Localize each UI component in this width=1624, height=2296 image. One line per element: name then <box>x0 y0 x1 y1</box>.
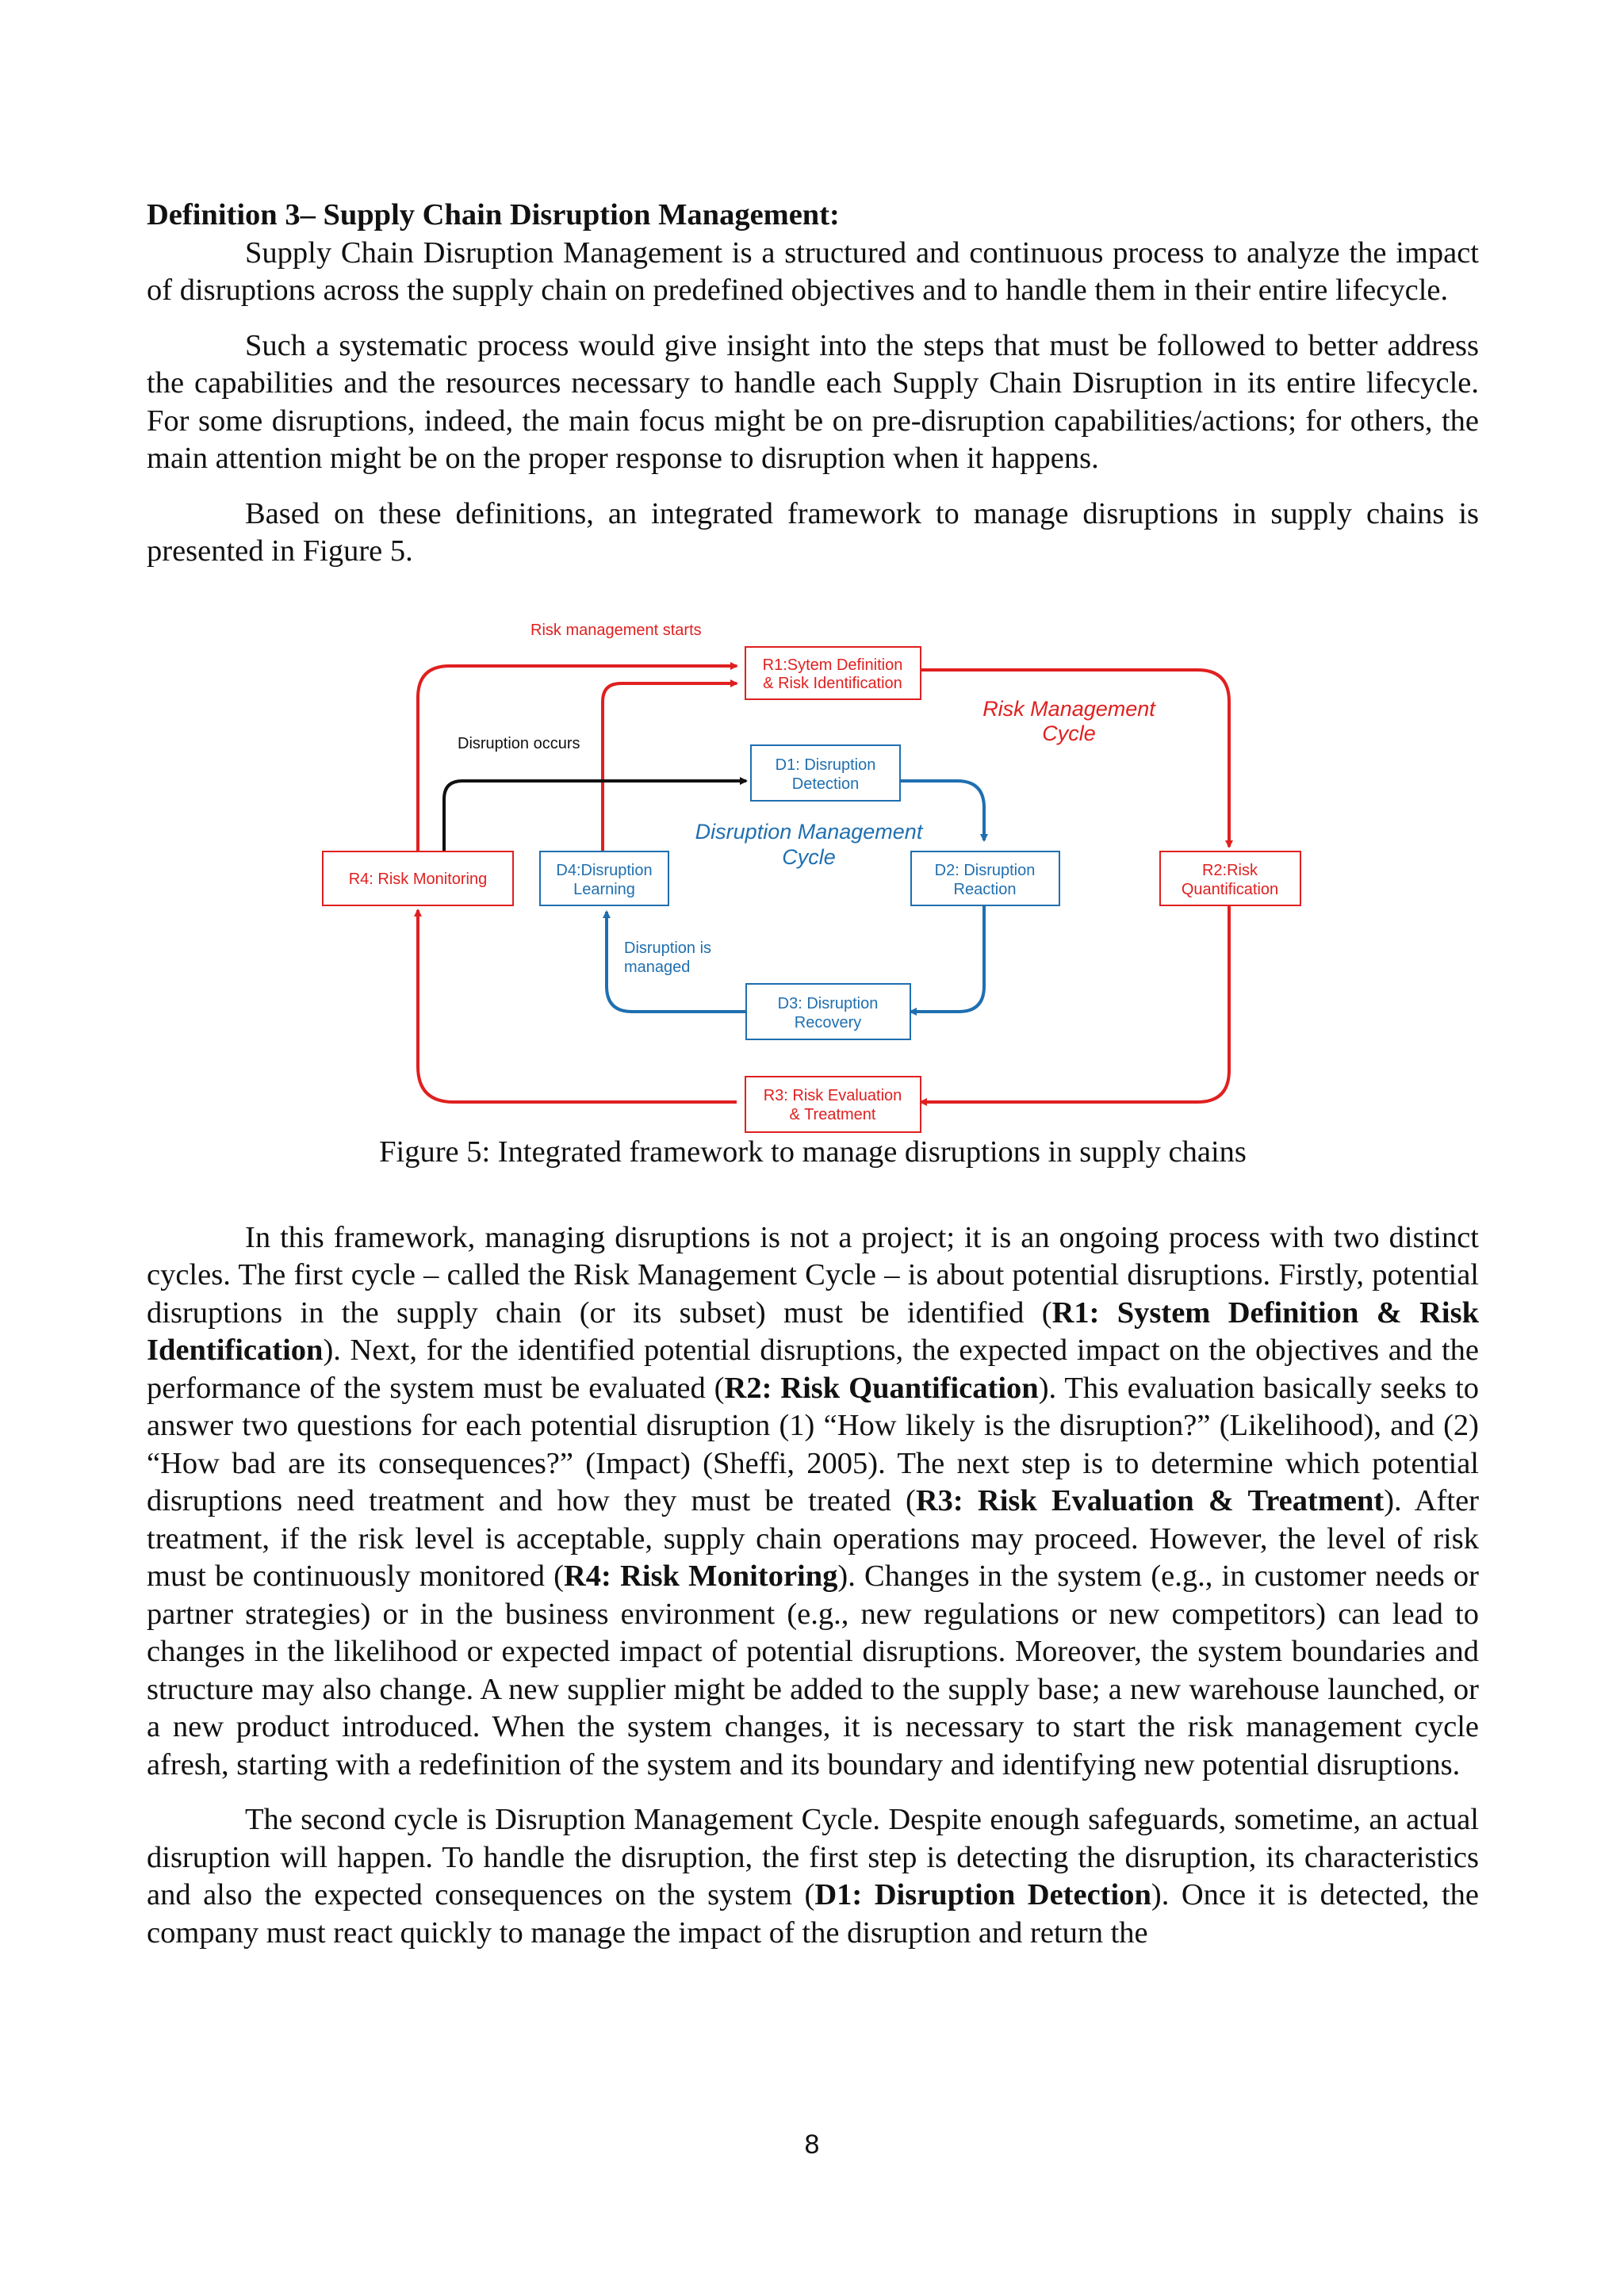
term-r3: R3: Risk Evaluation & Treatment <box>915 1484 1385 1517</box>
paragraph-4: The second cycle is Disruption Management Cycle. Despite enough safeguards, sometime, an actual disruption will happen. To handle the disruption, the first step is detecting the disruption, its characteristics and also the expected consequences on the system (D1: Disruption Detection). Once it is detected, the company must react quickly to manage the impact of the disruption and return the <box>147 1803 1479 1950</box>
box-d2-line1: D2: Disruption <box>934 861 1036 879</box>
box-r4-line1: R4: Risk Monitoring <box>348 870 488 888</box>
figure-5-diagram <box>147 618 1479 1189</box>
disruption-cycle-title-line2: Cycle <box>782 844 836 869</box>
term-r2: R2: Risk Quantification <box>724 1371 1039 1405</box>
label-disruption-occurs: Disruption occurs <box>458 734 580 752</box>
box-d1-line2: Detection <box>791 775 860 793</box>
arrow-r4-to-r1 <box>418 666 737 874</box>
term-r4: R4: Risk Monitoring <box>564 1559 838 1593</box>
definition-title: Definition 3– Supply Chain Disruption Management: <box>147 198 840 232</box>
box-d1-line1: D1: Disruption <box>775 756 876 774</box>
box-d4-line2: Learning <box>573 880 635 898</box>
risk-cycle-title-line2: Cycle <box>1042 721 1096 745</box>
box-r2 <box>1160 851 1300 905</box>
term-d1: D1: Disruption Detection <box>814 1878 1151 1911</box>
box-r3-line1: R3: Risk Evaluation <box>763 1086 902 1104</box>
definition-text: Supply Chain Disruption Management is a structured and continuous process to analyze the impact of disruptions across the supply chain on predefined objectives and to handle them in their entire lifecycle. <box>147 235 1479 307</box>
figure-caption: Figure 5: Integrated framework to manage disruptions in supply chains <box>379 1135 1247 1169</box>
arrow-r2-to-r3 <box>921 905 1229 1102</box>
box-d4 <box>540 851 668 905</box>
arrow-d2-to-d3 <box>910 905 984 1012</box>
box-r4 <box>323 851 513 905</box>
label-disruption-managed-line2: managed <box>624 958 691 976</box>
box-d3 <box>746 984 910 1039</box>
box-d3-line1: D3: Disruption <box>777 994 879 1012</box>
box-r1 <box>745 647 921 699</box>
disruption-cycle-title-line1: Disruption Management <box>695 819 923 844</box>
box-r3-line2: & Treatment <box>789 1105 876 1123</box>
term-r1: R1: System Definition & Risk Identification <box>147 1295 1479 1367</box>
box-r2-line2: Quantification <box>1181 880 1279 898</box>
box-d4-line1: D4:Disruption <box>556 861 653 879</box>
risk-cycle-title-line1: Risk Management <box>982 696 1155 721</box>
box-d3-line2: Recovery <box>794 1013 862 1031</box>
label-disruption-managed-line1: Disruption is <box>624 939 712 957</box>
box-d1 <box>751 745 900 801</box>
box-r1-line1: R1:Sytem Definition <box>762 656 903 674</box>
box-r3 <box>745 1077 921 1132</box>
document-page <box>147 197 1479 1952</box>
paragraph-3: In this framework, managing disruptions is not a project; it is an ongoing process with two distinct cycles. The first cycle – called the Risk Management Cycle – is about potential disruptions. Firstly, potential disruptions in the supply chain (or its subset) must be identified (R1: System Definition & Risk Identification). Next, for the identified potential disruptions, the expected impact on the objectives and the performance of the system must be evaluated (R2: Risk Quantification). This evaluation basically seeks to answer two questions for each potential disruption (1) “How likely is the disruption?” (Likelihood), and (2) “How bad are its consequences?” (Impact) (Sheffi, 2005). The next step is to determine which potential disruptions need treatment and how they must be treated (R3: Risk Evaluation & Treatment). After treatment, if the risk level is acceptable, supply chain operations may proceed. However, the level of risk must be continuously monitored (R4: Risk Monitoring). Changes in the system (e.g., in customer needs or partner strategies) or in the business environment (e.g., new regulations or new competitors) can lead to changes in the likelihood or expected impact of potential disruptions. Moreover, the system boundaries and structure may also change. A new supplier might be added to the supply base; a new warehouse launched, or a new product introduced. When the system changes, it is necessary to start the risk management cycle afresh, starting with a redefinition of the system and its boundary and identifying new potential disruptions. <box>147 1220 1480 1781</box>
paragraph-2: Based on these definitions, an integrated framework to manage disruptions in supply chains is presented in Figure 5. <box>147 496 1479 568</box>
box-d2 <box>911 851 1059 905</box>
box-r1-line2: & Risk Identification <box>763 674 902 692</box>
page-number: 8 <box>804 2130 820 2160</box>
box-d2-line2: Reaction <box>953 880 1017 898</box>
paragraph-1: Such a systematic process would give insight into the steps that must be followed to better address the capabilities and the resources necessary to handle each Supply Chain Disruption in its entire lifecycle. For some disruptions, indeed, the main focus might be on pre-disruption capabilities/actions; for others, the main attention might be on the proper response to disruption when it happens. <box>147 328 1479 475</box>
label-risk-management-starts: Risk management starts <box>530 621 702 639</box>
framework-diagram <box>147 618 1479 1158</box>
box-r2-line1: R2:Risk <box>1201 861 1258 879</box>
